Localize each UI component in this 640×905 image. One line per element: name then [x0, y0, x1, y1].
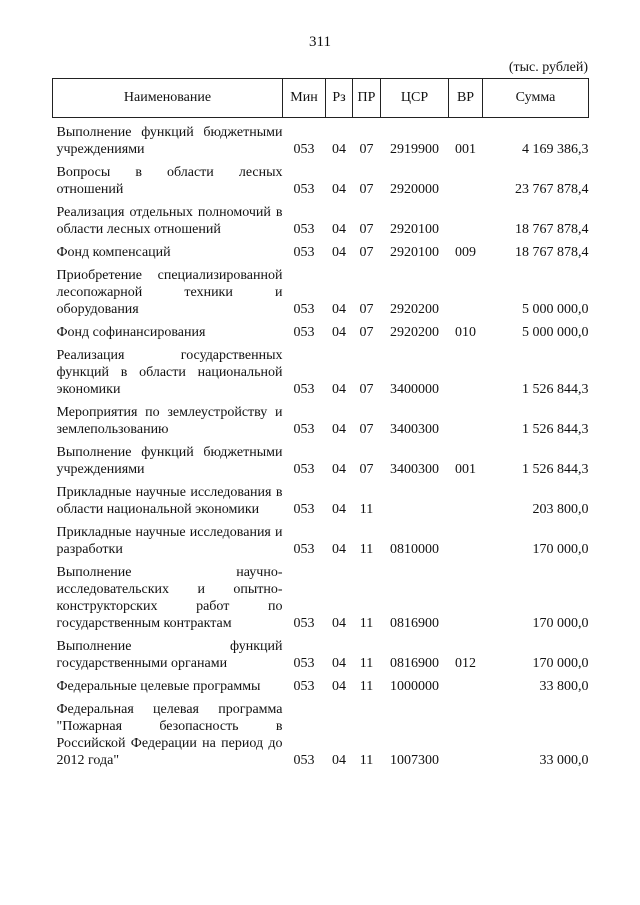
row-csr: 0816900: [390, 656, 439, 671]
table-row: [53, 124, 589, 158]
row-name: [53, 678, 283, 695]
row-rz: 04: [332, 142, 346, 157]
table-row: [53, 204, 589, 238]
row-vr: 012: [455, 656, 476, 671]
row-sum: 1 526 844,3: [522, 382, 589, 397]
row-vr: 009: [455, 245, 476, 260]
row-pr: 11: [359, 616, 374, 631]
row-min: 053: [293, 325, 315, 340]
row-vr: [449, 524, 483, 558]
row-name-text: Приобретение специализированной лесопожарной техники и оборудования: [56, 268, 283, 317]
table-row: [53, 347, 589, 398]
row-vr: 001: [455, 462, 476, 477]
row-sum: 18 767 878,4: [515, 245, 589, 260]
row-min: 053: [293, 142, 315, 157]
row-name-text: Выполнение функций государственными органами: [56, 639, 283, 671]
row-name: [53, 484, 283, 518]
row-name-text: Фонд софинансирования: [56, 325, 206, 340]
row-name-text: Вопросы в области лесных отношений: [56, 165, 283, 197]
row-name: [53, 701, 283, 769]
row-csr: 2920000: [390, 182, 439, 197]
row-csr: 2920200: [390, 302, 439, 317]
table-row: [53, 404, 589, 438]
row-sum: 5 000 000,0: [522, 325, 589, 340]
row-rz: 04: [332, 462, 346, 477]
row-sum: 18 767 878,4: [515, 222, 589, 237]
row-csr: 1000000: [390, 679, 439, 694]
row-min: 053: [293, 462, 315, 477]
row-pr: 11: [359, 502, 374, 517]
row-csr: 3400300: [390, 422, 439, 437]
row-min: 053: [293, 542, 315, 557]
row-pr: 07: [359, 325, 374, 340]
row-rz: 04: [332, 382, 346, 397]
row-rz: 04: [332, 302, 346, 317]
row-vr: [449, 678, 483, 695]
table-header: [53, 79, 589, 118]
row-vr: [449, 564, 483, 632]
row-pr: 07: [359, 142, 374, 157]
table-row: [53, 267, 589, 318]
row-min: 053: [293, 753, 315, 768]
row-name-text: Федеральные целевые программы: [56, 679, 261, 694]
row-csr: 0810000: [390, 542, 439, 557]
row-vr: 010: [455, 325, 476, 340]
header-pr: ПР: [353, 79, 381, 118]
row-name: [53, 444, 283, 478]
row-name: [53, 404, 283, 438]
row-rz: 04: [332, 616, 346, 631]
row-name: [53, 347, 283, 398]
table-row: [53, 244, 589, 261]
row-min: 053: [293, 222, 315, 237]
row-vr: [449, 347, 483, 398]
row-name-text: Прикладные научные исследования и разработки: [56, 525, 283, 557]
row-name: [53, 124, 283, 158]
row-name: [53, 564, 283, 632]
table-row: [53, 484, 589, 518]
row-pr: 07: [359, 182, 374, 197]
row-name: [53, 324, 283, 341]
row-pr: 11: [359, 656, 374, 671]
header-rz: Рз: [326, 79, 353, 118]
row-name: [53, 524, 283, 558]
table-row: [53, 164, 589, 198]
row-name-text: Фонд компенсаций: [56, 245, 171, 260]
header-sum: Сумма: [483, 79, 589, 118]
row-rz: 04: [332, 656, 346, 671]
row-pr: 07: [359, 462, 374, 477]
row-name-text: Федеральная целевая программа "Пожарная безопасность в Российской Федерации на период до 2012 года": [56, 702, 283, 768]
row-pr: 11: [359, 753, 374, 768]
row-csr: [381, 484, 449, 518]
row-rz: 04: [332, 753, 346, 768]
row-rz: 04: [332, 542, 346, 557]
row-min: 053: [293, 422, 315, 437]
row-min: 053: [293, 656, 315, 671]
table-row: [53, 524, 589, 558]
row-sum: 170 000,0: [532, 542, 589, 557]
header-csr: ЦСР: [381, 79, 449, 118]
row-vr: [449, 701, 483, 769]
row-min: 053: [293, 182, 315, 197]
row-rz: 04: [332, 325, 346, 340]
units-label: (тыс. рублей): [508, 60, 588, 75]
row-name-text: Мероприятия по землеустройству и землепользованию: [56, 405, 283, 437]
table-row: [53, 638, 589, 672]
page-number: 311: [309, 34, 331, 50]
row-name: [53, 267, 283, 318]
header-vr: ВР: [449, 79, 483, 118]
row-csr: 2920100: [390, 245, 439, 260]
row-csr: 2920200: [390, 325, 439, 340]
row-vr: [449, 404, 483, 438]
row-name-text: Реализация отдельных полномочий в области лесных отношений: [56, 205, 283, 237]
row-rz: 04: [332, 222, 346, 237]
row-pr: 07: [359, 422, 374, 437]
row-min: 053: [293, 616, 315, 631]
row-name-text: Прикладные научные исследования в области национальной экономики: [56, 485, 283, 517]
table-row: [53, 324, 589, 341]
row-name: [53, 204, 283, 238]
row-name-text: Выполнение научно-исследовательских и опытно-конструкторских работ по государственным контрактам: [56, 565, 283, 631]
row-pr: 07: [359, 222, 374, 237]
row-sum: 33 000,0: [539, 753, 589, 768]
row-name: [53, 638, 283, 672]
header-min: Мин: [283, 79, 326, 118]
budget-table: [52, 78, 589, 769]
row-sum: 203 800,0: [532, 502, 589, 517]
row-sum: 1 526 844,3: [522, 422, 589, 437]
row-min: 053: [293, 679, 315, 694]
row-sum: 33 800,0: [539, 679, 589, 694]
row-name: [53, 164, 283, 198]
row-sum: 1 526 844,3: [522, 462, 589, 477]
row-sum: 170 000,0: [532, 656, 589, 671]
row-pr: 11: [359, 542, 374, 557]
row-pr: 07: [359, 245, 374, 260]
row-name: [53, 244, 283, 261]
table-row: [53, 444, 589, 478]
row-sum: 170 000,0: [532, 616, 589, 631]
row-rz: 04: [332, 182, 346, 197]
row-pr: 07: [359, 302, 374, 317]
row-vr: 001: [455, 142, 476, 157]
row-pr: 07: [359, 382, 374, 397]
row-min: 053: [293, 302, 315, 317]
row-sum: 4 169 386,3: [522, 142, 589, 157]
row-pr: 11: [359, 679, 374, 694]
row-csr: 0816900: [390, 616, 439, 631]
row-vr: [449, 164, 483, 198]
row-vr: [449, 204, 483, 238]
row-rz: 04: [332, 245, 346, 260]
row-name-text: Выполнение функций бюджетными учреждениями: [56, 445, 283, 477]
row-rz: 04: [332, 679, 346, 694]
row-name-text: Выполнение функций бюджетными учреждениями: [56, 125, 283, 157]
row-sum: 23 767 878,4: [515, 182, 589, 197]
row-rz: 04: [332, 422, 346, 437]
table-row: [53, 701, 589, 769]
table-row: [53, 678, 589, 695]
row-min: 053: [293, 502, 315, 517]
row-sum: 5 000 000,0: [522, 302, 589, 317]
row-vr: [449, 267, 483, 318]
row-csr: 3400300: [390, 462, 439, 477]
row-min: 053: [293, 382, 315, 397]
row-csr: 1007300: [390, 753, 439, 768]
row-csr: 2920100: [390, 222, 439, 237]
header-name: Наименование: [53, 79, 283, 118]
row-name-text: Реализация государственных функций в области национальной экономики: [56, 348, 283, 397]
row-csr: 3400000: [390, 382, 439, 397]
row-csr: 2919900: [390, 142, 439, 157]
row-vr: [449, 484, 483, 518]
row-min: 053: [293, 245, 315, 260]
table-row: [53, 564, 589, 632]
row-rz: 04: [332, 502, 346, 517]
